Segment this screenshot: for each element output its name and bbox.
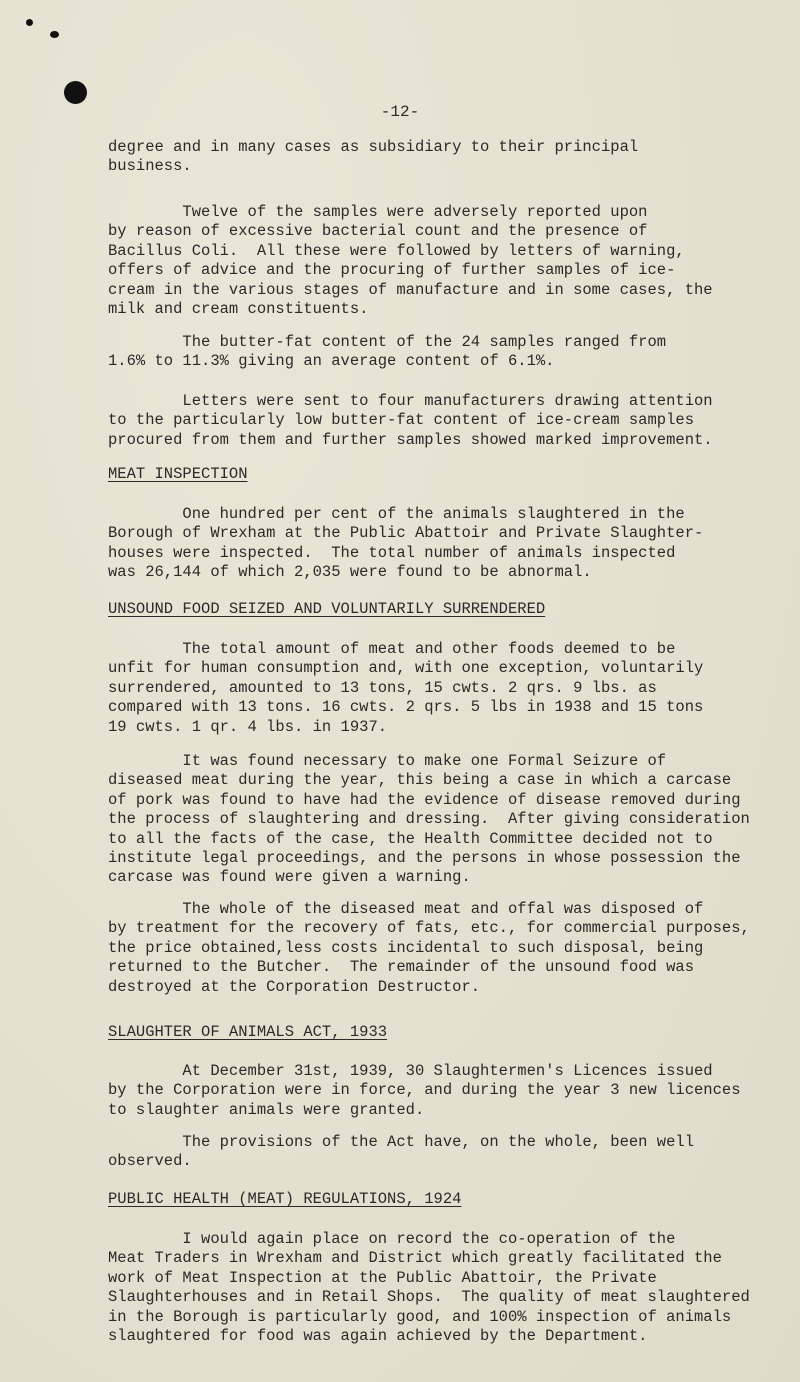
text-line: The provisions of the Act have, on the whole, been well (108, 1133, 694, 1151)
text-line: compared with 13 tons. 16 cwts. 2 qrs. 5 lbs in 1938 and 15 tons (108, 698, 704, 717)
text-line: 19 cwts. 1 qr. 4 lbs. in 1937. (108, 717, 388, 736)
punch-hole (64, 81, 87, 104)
text-line: The butter-fat content of the 24 samples ranged from (108, 333, 667, 351)
text-line: by the Corporation were in force, and during the year 3 new licences (108, 1081, 741, 1100)
paragraph (108, 1133, 748, 1172)
section-heading: PUBLIC HEALTH (MEAT) REGULATIONS, 1924 (108, 1190, 462, 1208)
paragraph (108, 138, 748, 177)
text-line: Meat Traders in Wrexham and District which greatly facilitated the (108, 1249, 722, 1268)
paragraph (108, 392, 748, 450)
text-line: institute legal proceedings, and the persons in whose possession the (108, 849, 741, 868)
text-line: degree and in many cases as subsidiary to their principal (108, 138, 639, 156)
text-line: Twelve of the samples were adversely reported upon (108, 203, 648, 221)
text-line: to all the facts of the case, the Health Committee decided not to (108, 829, 713, 848)
text-line: 1.6% to 11.3% giving an average content of 6.1%. (108, 352, 555, 371)
text-line: Letters were sent to four manufacturers drawing attention (108, 392, 713, 410)
section-heading: UNSOUND FOOD SEIZED AND VOLUNTARILY SURRENDERED (108, 600, 546, 618)
paragraph (108, 900, 748, 997)
paragraph (108, 1062, 748, 1120)
text-line: surrendered, amounted to 13 tons, 15 cwts. 2 qrs. 9 lbs. as (108, 678, 657, 697)
text-line: offers of advice and the procuring of further samples of ice- (108, 261, 676, 280)
text-line: the process of slaughtering and dressing. After giving consideration (108, 810, 750, 829)
paragraph (108, 1230, 748, 1346)
paragraph (108, 752, 748, 888)
text-line: procured from them and further samples showed marked improvement. (108, 430, 713, 449)
text-line: Borough of Wrexham at the Public Abattoir and Private Slaughter- (108, 524, 704, 543)
text-line: One hundred per cent of the animals slaughtered in the (108, 505, 685, 523)
paragraph (108, 333, 748, 372)
page-number: -12- (380, 103, 420, 121)
text-line: Slaughterhouses and in Retail Shops. The quality of meat slaughtered (108, 1288, 750, 1307)
ink-spot (26, 19, 33, 26)
text-line: to slaughter animals were granted. (108, 1100, 425, 1119)
text-line: observed. (108, 1152, 192, 1171)
text-line: was 26,144 of which 2,035 were found to be abnormal. (108, 563, 592, 582)
paragraph (108, 640, 748, 737)
section-heading: SLAUGHTER OF ANIMALS ACT, 1933 (108, 1023, 388, 1041)
text-line: milk and cream constituents. (108, 300, 369, 319)
ink-spot (50, 31, 59, 38)
text-line: houses were inspected. The total number of animals inspected (108, 543, 676, 562)
text-line: It was found necessary to make one Formal Seizure of (108, 752, 667, 770)
text-line: destroyed at the Corporation Destructor. (108, 977, 481, 996)
text-line: to the particularly low butter-fat content of ice-cream samples (108, 411, 694, 430)
text-line: The whole of the diseased meat and offal was disposed of (108, 900, 704, 918)
text-line: slaughtered for food was again achieved by the Department. (108, 1327, 648, 1346)
section-heading: MEAT INSPECTION (108, 465, 248, 483)
text-line: diseased meat during the year, this being a case in which a carcase (108, 771, 732, 790)
text-line: work of Meat Inspection at the Public Abattoir, the Private (108, 1268, 657, 1287)
text-line: carcase was found were given a warning. (108, 868, 471, 887)
paragraph (108, 203, 748, 319)
text-line: by reason of excessive bacterial count and the presence of (108, 222, 648, 241)
text-line: At December 31st, 1939, 30 Slaughtermen's Licences issued (108, 1062, 713, 1080)
text-line: the price obtained,less costs incidental to such disposal, being (108, 938, 704, 957)
text-line: I would again place on record the co-operation of the (108, 1230, 676, 1248)
text-line: of pork was found to have had the evidence of disease removed during (108, 790, 741, 809)
text-line: The total amount of meat and other foods deemed to be (108, 640, 676, 658)
paragraph (108, 505, 748, 583)
text-line: Bacillus Coli. All these were followed by letters of warning, (108, 241, 685, 260)
text-line: by treatment for the recovery of fats, etc., for commercial purposes, (108, 919, 750, 938)
text-line: unfit for human consumption and, with one exception, voluntarily (108, 659, 704, 678)
text-line: in the Borough is particularly good, and 100% inspection of animals (108, 1307, 732, 1326)
text-line: business. (108, 157, 192, 176)
text-line: cream in the various stages of manufacture and in some cases, the (108, 280, 713, 299)
text-line: returned to the Butcher. The remainder of the unsound food was (108, 958, 694, 977)
